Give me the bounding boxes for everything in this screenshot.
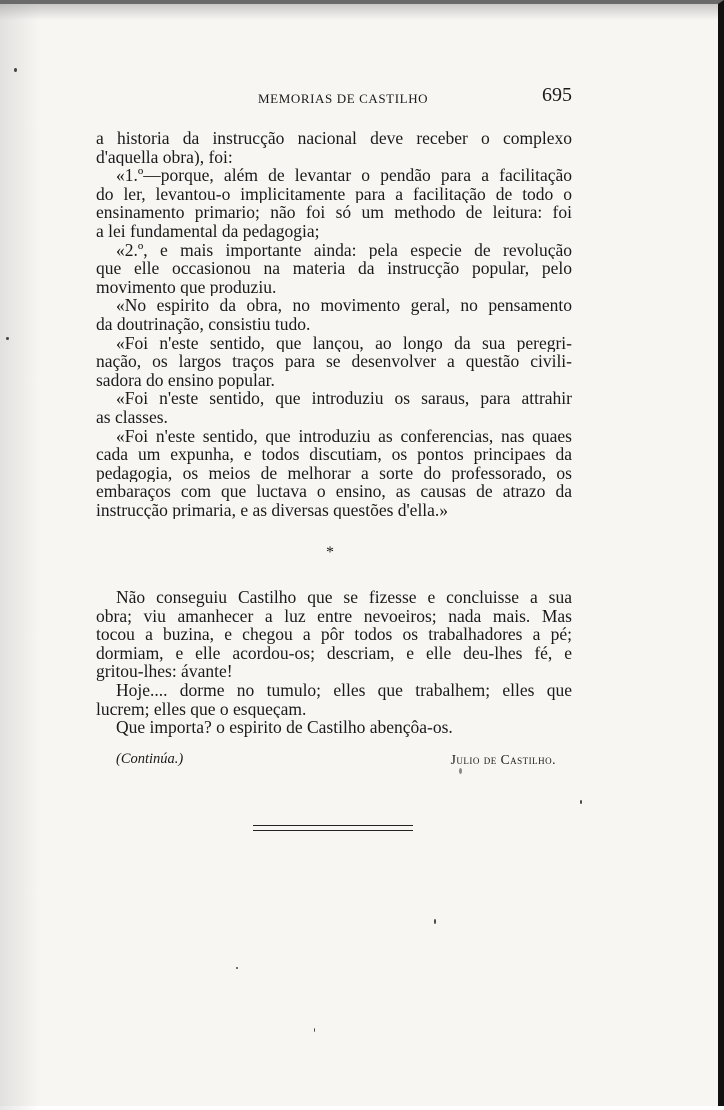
scan-speck bbox=[6, 337, 9, 340]
scan-speck bbox=[459, 768, 462, 774]
text-line: nação, os largos traços para se desenvolver a questão civili- bbox=[96, 352, 572, 371]
text-line: tocou a buzina, e chegou a pôr todos os trabalhadores a pé; bbox=[96, 625, 572, 644]
closing-rule-top bbox=[253, 825, 413, 826]
text-line: pedagogia, os meios de melhorar a sorte do professorado, os bbox=[96, 463, 572, 483]
text-line: «Foi n'este sentido, que lançou, ao longo da sua peregri- bbox=[116, 333, 572, 353]
text-line: Não conseguiu Castilho que se fizesse e concluisse a sua bbox=[116, 588, 572, 607]
text-line: as classes. bbox=[96, 407, 168, 427]
text-line: lucrem; elles que o esqueçam. bbox=[96, 699, 307, 719]
text-line: gritou-lhes: ávante! bbox=[96, 662, 233, 681]
text-line: embaraços com que luctava o ensino, as causas de atrazo da bbox=[96, 482, 572, 501]
text-line: que elle occasionou na materia da instrucção popular, pelo bbox=[96, 259, 572, 278]
page-header bbox=[96, 84, 572, 110]
text-line: «Foi n'este sentido, que introduziu os saraus, para attrahir bbox=[116, 389, 572, 408]
scan-shadow bbox=[0, 4, 718, 20]
text-line: «2.º, e mais importante ainda: pela especie de revolução bbox=[116, 240, 572, 260]
scan-speck bbox=[434, 919, 436, 924]
body-text-first bbox=[96, 129, 572, 519]
text-line: da doutrinação, consistiu tudo. bbox=[96, 314, 311, 334]
text-line: obra; viu amanhecer a luz entre nevoeiros; nada mais. Mas bbox=[96, 606, 572, 626]
text-line: sadora do ensino popular. bbox=[96, 370, 275, 390]
text-line: «Foi n'este sentido, que introduziu as conferencias, nas quaes bbox=[116, 426, 572, 446]
text-line: «No espirito da obra, no movimento geral, no pensamento bbox=[116, 296, 572, 315]
text-line: d'aquella obra), foi: bbox=[96, 147, 233, 167]
text-line: ensinamento primario; não foi só um methodo de leitura: foi bbox=[96, 203, 572, 222]
text-line: cada um expunha, e todos discutiam, os pontos principaes da bbox=[96, 445, 572, 464]
text-line: dormiam, e elle acordou-os; descriam, e elle deu-lhes fé, e bbox=[96, 643, 572, 663]
continued-note: (Continúa.) bbox=[116, 751, 184, 767]
scan-speck bbox=[14, 68, 17, 72]
running-title: MEMORIAS DE CASTILHO bbox=[258, 91, 429, 106]
text-line: a lei fundamental da pedagogia; bbox=[96, 221, 320, 241]
text-line: movimento que produziu. bbox=[96, 277, 277, 297]
section-separator: * bbox=[326, 544, 334, 561]
scan-speck bbox=[314, 1028, 315, 1032]
text-line: do ler, levantou-o implicitamente para a facilitação de todo o bbox=[96, 184, 572, 204]
scan-grain bbox=[0, 4, 40, 1110]
scan-speck bbox=[236, 967, 238, 969]
scan-speck bbox=[580, 800, 582, 804]
page-number: 695 bbox=[542, 84, 572, 106]
text-line: Hoje.... dorme no tumulo; elles que trabalhem; elles que bbox=[116, 680, 572, 700]
closing-rule-bottom bbox=[253, 830, 413, 831]
signature-row bbox=[96, 751, 572, 771]
body-text-second bbox=[96, 588, 572, 737]
text-line: Que importa? o espirito de Castilho abençôa-os. bbox=[116, 718, 453, 737]
text-line: a historia da instrucção nacional deve receber o complexo bbox=[96, 129, 572, 148]
text-line: «1.º—porque, além de levantar o pendão para a facilitação bbox=[116, 166, 572, 185]
text-line: instrucção primaria, e as diversas questões d'ella.» bbox=[96, 500, 449, 520]
author-signature: Julio de Castilho. bbox=[450, 752, 556, 767]
